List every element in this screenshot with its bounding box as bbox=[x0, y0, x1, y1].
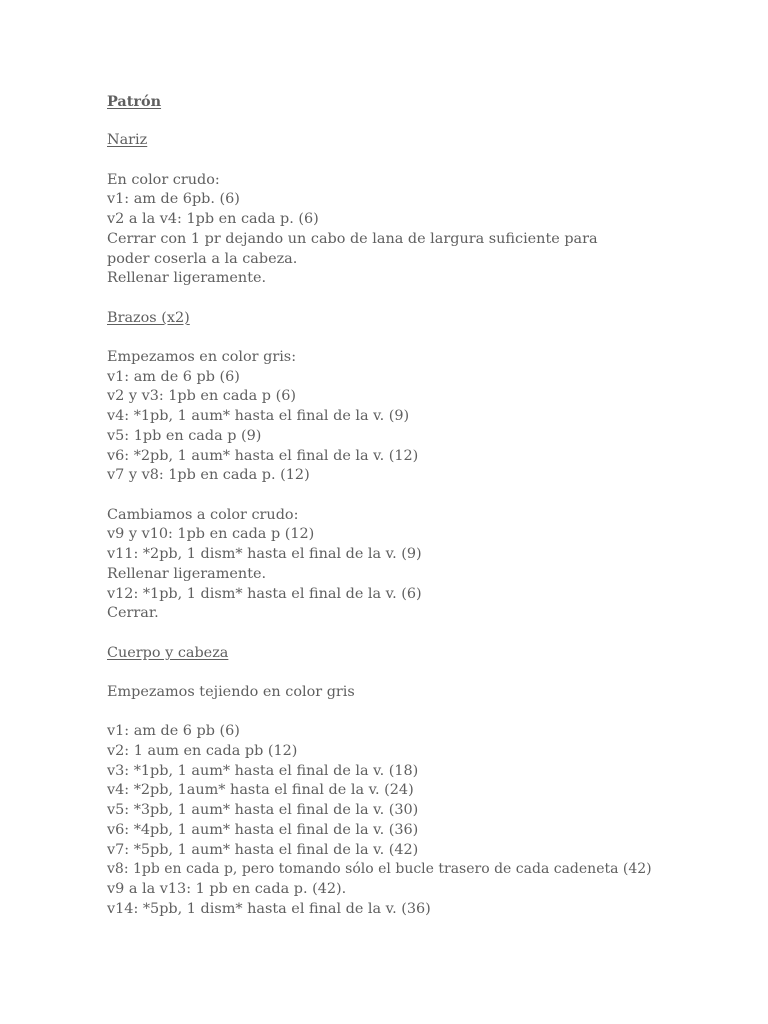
section-heading-brazos: Brazos (x2) bbox=[107, 309, 190, 326]
spacer bbox=[107, 703, 747, 723]
section-heading-nariz: Nariz bbox=[107, 132, 148, 149]
text-line: v7 y v8: 1pb en cada p. (12) bbox=[107, 467, 310, 484]
text-line: Rellenar ligeramente. bbox=[107, 565, 267, 582]
text-line: v1: am de 6 pb (6) bbox=[107, 368, 240, 385]
text-line: v9 a la v13: 1 pb en cada p. (42). bbox=[107, 881, 347, 897]
text-line: v2: 1 aum en cada pb (12) bbox=[107, 743, 298, 760]
text-line: Cerrar con 1 pr dejando un cabo de lana de largura suficiente para poder coserla a la cabeza. bbox=[107, 230, 598, 267]
text-line: Empezamos tejiendo en color gris bbox=[107, 683, 355, 700]
text-line: v4: *2pb, 1aum* hasta el final de la v. (24) bbox=[107, 782, 414, 799]
text-line: v8: 1pb en cada p, pero tomando sólo el bucle trasero de cada cadeneta (42) bbox=[107, 861, 652, 878]
text-line: v9 y v10: 1pb en cada p (12) bbox=[107, 526, 315, 543]
section-heading-cuerpo: Cuerpo y cabeza bbox=[107, 644, 229, 661]
text-line: v12: *1pb, 1 dism* hasta el final de la v. (6) bbox=[107, 585, 422, 602]
spacer bbox=[107, 486, 747, 506]
text-line: v11: *2pb, 1 dism* hasta el final de la v. (9) bbox=[107, 546, 422, 563]
spacer bbox=[107, 663, 747, 683]
spacer bbox=[107, 112, 747, 132]
text-line: En color crudo: bbox=[107, 171, 220, 188]
text-line: v1: am de 6pb. (6) bbox=[107, 191, 240, 208]
page-title: Patrón bbox=[107, 93, 162, 110]
text-line: v7: *5pb, 1 aum* hasta el final de la v. (42) bbox=[107, 841, 419, 858]
document-content bbox=[107, 92, 747, 919]
text-line: v14: *5pb, 1 dism* hasta el final de la v. (36) bbox=[107, 900, 431, 917]
text-line: v2 y v3: 1pb en cada p (6) bbox=[107, 388, 296, 405]
text-line: Empezamos en color gris: bbox=[107, 349, 297, 366]
text-line: v6: *2pb, 1 aum* hasta el final de la v. (12) bbox=[107, 447, 419, 464]
text-line: v2 a la v4: 1pb en cada p. (6) bbox=[107, 211, 319, 228]
spacer bbox=[107, 151, 747, 171]
text-line: v1: am de 6 pb (6) bbox=[107, 723, 240, 740]
spacer bbox=[107, 624, 747, 644]
text-line: v6: *4pb, 1 aum* hasta el final de la v. (36) bbox=[107, 821, 419, 838]
spacer bbox=[107, 289, 747, 309]
text-line: v4: *1pb, 1 aum* hasta el final de la v. (9) bbox=[107, 408, 410, 425]
text-line: Cerrar. bbox=[107, 605, 159, 622]
text-line: Rellenar ligeramente. bbox=[107, 270, 267, 287]
text-line: Cambiamos a color crudo: bbox=[107, 506, 299, 523]
text-line: v5: *3pb, 1 aum* hasta el final de la v. (30) bbox=[107, 802, 419, 819]
spacer bbox=[107, 328, 747, 348]
text-line: v5: 1pb en cada p (9) bbox=[107, 427, 262, 444]
text-line: v3: *1pb, 1 aum* hasta el final de la v. (18) bbox=[107, 762, 419, 779]
